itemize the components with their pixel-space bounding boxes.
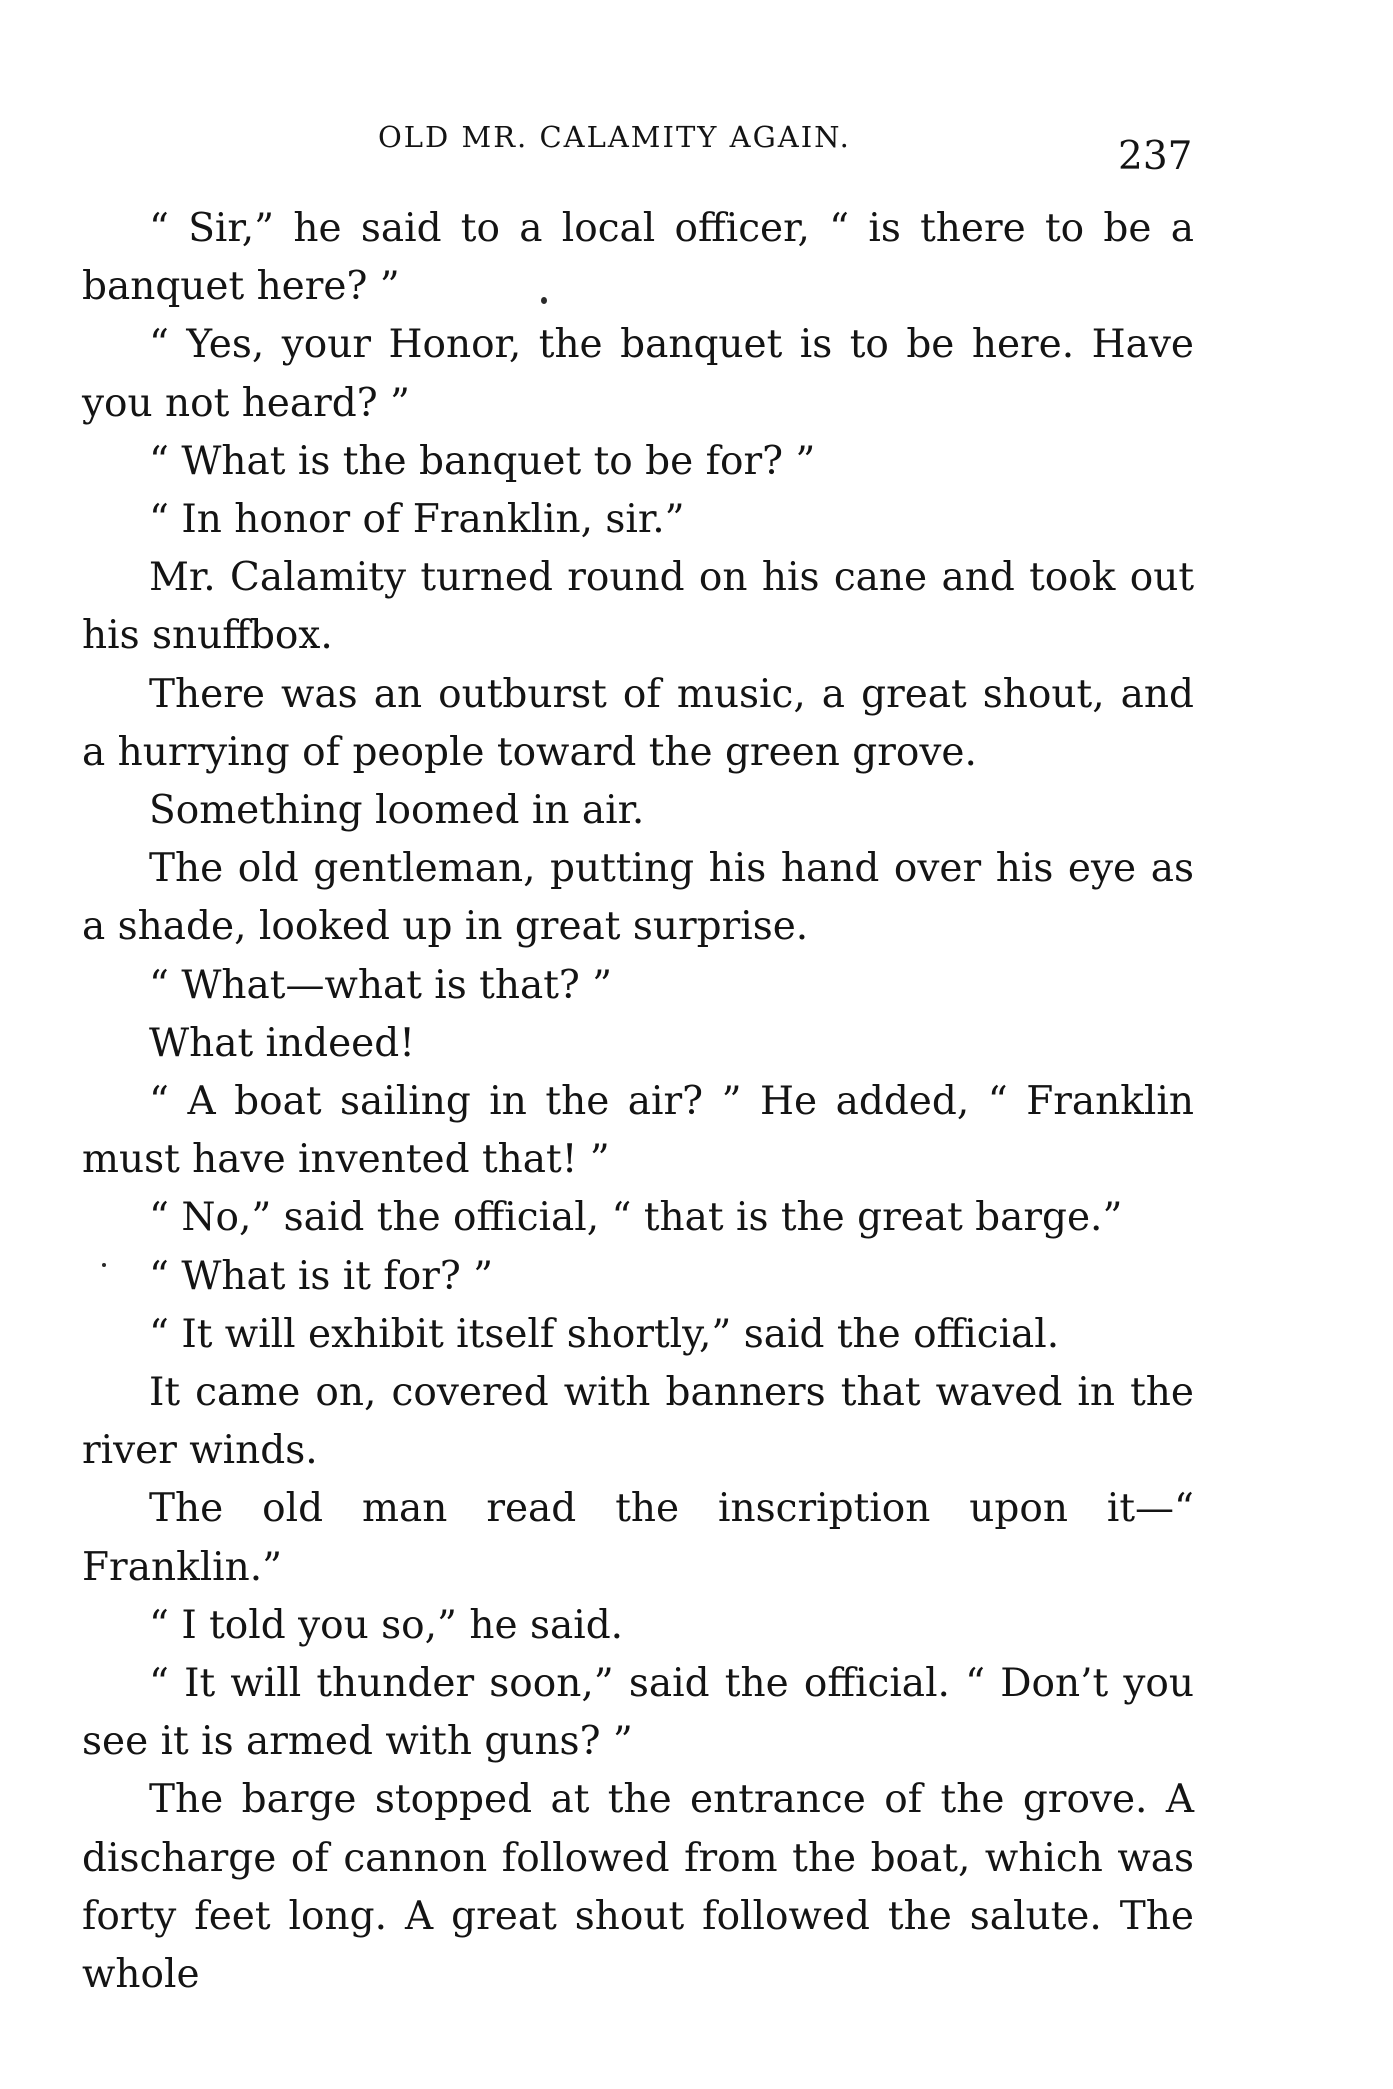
paragraph: “ Yes, your Honor, the banquet is to be here. Have you not heard? ”: [82, 322, 1194, 426]
page-number: 237: [1118, 134, 1193, 179]
paragraph: “ What—what is that? ”: [149, 962, 613, 1008]
ink-speck: [541, 297, 547, 304]
paragraph: “ A boat sailing in the air? ” He added, “ Franklin must have invented that! ”: [82, 1079, 1194, 1183]
paragraph: “ It will thunder soon,” said the official. “ Don’t you see it is armed with guns? ”: [82, 1661, 1194, 1765]
paragraph: Mr. Calamity turned round on his cane and took out his snuffbox.: [82, 555, 1194, 659]
body-text: [82, 200, 1194, 2004]
paragraph: The barge stopped at the entrance of the grove. A discharge of cannon followed from the boat, which was forty feet long. A great shout followed the salute. The whole: [82, 1777, 1194, 1998]
ink-speck: [102, 1263, 106, 1267]
paragraph: “ Sir,” he said to a local officer, “ is there to be a banquet here? ”: [82, 206, 1194, 310]
running-head: OLD MR. CALAMITY AGAIN.: [378, 120, 851, 154]
paragraph: Something loomed in air.: [149, 788, 645, 834]
paragraph: “ No,” said the official, “ that is the great barge.”: [149, 1195, 1123, 1241]
paragraph: “ It will exhibit itself shortly,” said the official.: [149, 1311, 1060, 1357]
paragraph: “ What is it for? ”: [149, 1253, 494, 1299]
paragraph: There was an outburst of music, a great shout, and a hurrying of people toward the green grove.: [82, 671, 1194, 775]
paragraph: “ I told you so,” he said.: [149, 1602, 624, 1648]
paragraph: It came on, covered with banners that waved in the river winds.: [82, 1370, 1194, 1474]
paragraph: The old gentleman, putting his hand over his eye as a shade, looked up in great surprise.: [82, 846, 1194, 950]
paragraph: “ In honor of Franklin, sir.”: [149, 497, 685, 543]
paragraph: What indeed!: [149, 1020, 415, 1066]
paragraph: The old man read the inscription upon it—“ Franklin.”: [82, 1486, 1194, 1590]
paragraph: “ What is the banquet to be for? ”: [149, 438, 816, 484]
